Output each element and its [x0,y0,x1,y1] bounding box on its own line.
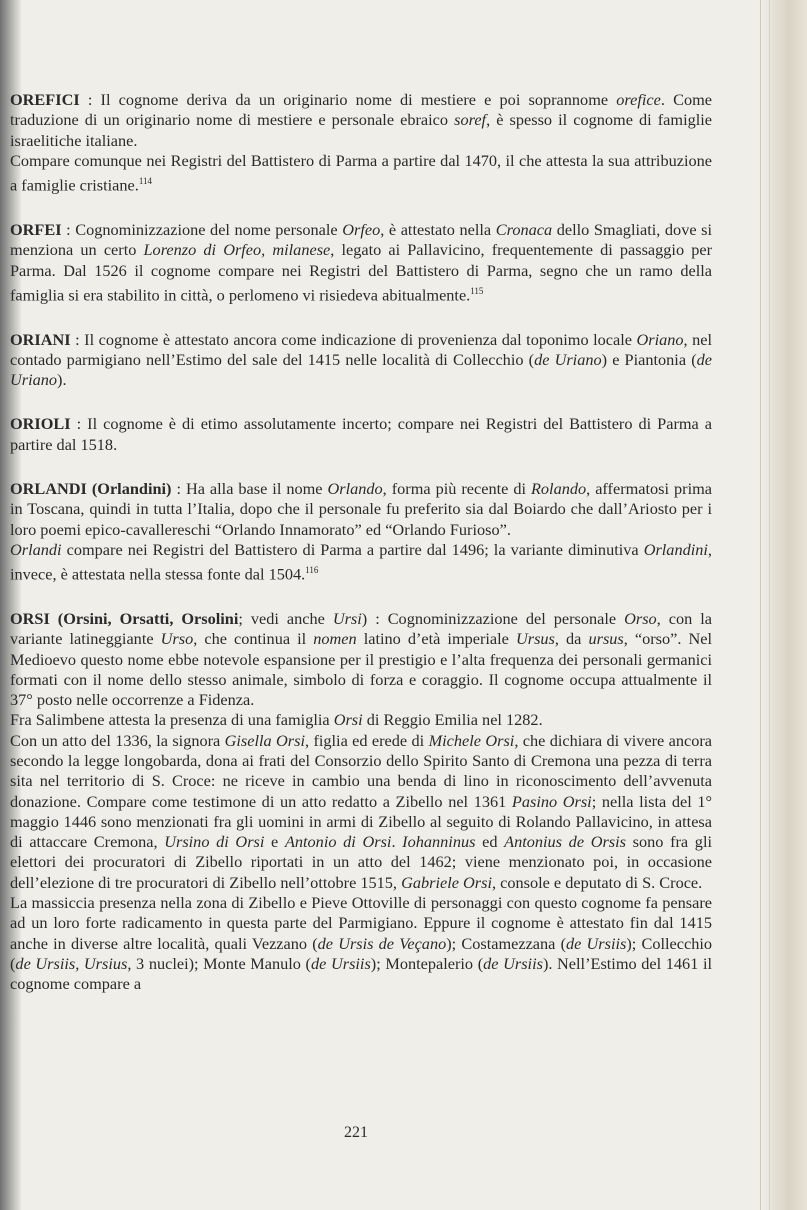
paragraph [10,731,712,893]
paragraph [10,330,712,391]
text-run: : Il cognome è attestato ancora come indicazione di provenienza dal toponimo locale [70,329,637,349]
footnote-ref: 116 [305,565,319,576]
text-run: , figlia ed erede di [305,730,429,750]
text-run: , forma più recente di [382,479,531,498]
italic-term: Gabriele Orsi [401,872,492,892]
italic-term: Ursus [515,629,555,649]
italic-term: de Ursiis [566,933,627,953]
italic-term: Iohanninus [402,832,476,852]
italic-term: nomen [313,629,357,649]
italic-term: Antonio di Orsi [284,832,392,852]
italic-term: Ursi [332,608,362,628]
italic-term: de Ursis de Veçano [317,933,447,953]
text-run: , invece, è attestata nella stessa fonte dal 1504. [10,539,712,584]
entry-orfei [10,220,712,306]
text-run: . [391,832,403,852]
italic-term: de Ursiis, Ursius [15,953,128,973]
italic-term: Michele Orsi [428,730,515,750]
italic-term: Orlando [327,479,383,498]
text-run: , che dichiara di vivere ancora secondo la legge longobarda, dona ai frati del Consorzio dello Spirito Santo di Cremona una pezza di terra sita nel territorio di S. Croce: ne riceve in cambio una benda di lino in riconoscimento dell’avvenuta donazione. Compare come testimone di un atto redatto a Zibello nel 1361 [10,730,713,811]
text-run: , nel contado parmigiano nell’Estimo del sale del 1415 nelle località di Collecchio ( [10,329,713,369]
entry-orioli [10,414,712,455]
text-run: e [264,832,285,852]
text-run: , è attestato nella [380,219,496,239]
italic-term: soref [454,110,487,130]
page-edge [760,0,807,1210]
paragraph [10,220,712,306]
text-run: . Come traduzione di un originario nome di mestiere e personale ebraico [10,90,713,130]
entry-orlandi [10,479,712,585]
entry-orefici [10,90,712,196]
text-run: : Cognominizzazione del nome personale [61,219,343,239]
text-run: , da [554,629,589,649]
italic-term: Urso [160,629,194,649]
italic-term: Cronaca [495,219,553,239]
text-run: ). [57,370,67,390]
text-run: Compare comunque nei Registri del Battistero di Parma a partire dal 1470, il che attesta la sua attribuzione a famiglie cristiane. [10,150,712,195]
entry-headword: ORSI (Orsini, Orsatti, Orsolini [10,608,239,628]
dictionary-text [10,90,712,1019]
text-run: , è spesso il cognome di famiglie israelitiche italiane. [10,110,713,150]
italic-term: Lorenzo di Orfeo, milanese [143,240,331,260]
entry-headword: ORFEI [10,219,62,239]
text-run: , 3 nuclei); Monte Manulo ( [127,953,311,973]
entry-headword: OREFICI [10,90,80,109]
text-run: , con la variante latineggiante [10,608,712,649]
italic-term: Ursino di Orsi [164,832,265,852]
italic-term: de Uriano [10,349,712,390]
text-run: ) e Piantonia ( [601,349,697,369]
text-run: compare nei Registri del Battistero di Parma a partire dal 1496; la variante diminutiva [61,539,644,559]
italic-term: Orso [624,608,657,628]
text-run: ; vedi anche [238,608,333,628]
text-run: ) : Cognominizzazione del personale [361,608,625,628]
text-run: Fra Salimbene attesta la presenza di una famiglia [10,710,334,730]
text-run: ; nella lista del 1° maggio 1446 sono menzionati fra gli uomini in armi di Zibello al seguito di Rolando Pallavicino, in attesa di attaccare Cremona, [10,791,712,852]
paragraph [10,609,712,710]
text-run: , “orso”. Nel Medioevo questo nome ebbe notevole espansione per il prestigio e l’alta frequenza dei personali germanici formati con il nome dello stesso animale, simbolo di forza e coraggio. Il cognome occupa attualmente il 37° posto nelle occorrenze a Fidenza. [10,629,713,710]
entry-orsi [10,609,712,995]
text-run: ); Collecchio ( [10,933,713,973]
entry-headword: ORLANDI (Orlandini) [10,479,172,498]
italic-term: ursus [588,629,624,649]
italic-term: Orfeo [342,219,381,239]
paragraph [10,151,712,196]
text-run: ed [475,832,505,852]
italic-term: Pasino Orsi [511,791,592,811]
text-run: sono fra gli elettori dei procuratori di Zibello riportati in un atto del 1462; viene menzionato poi, in occasione dell’elezione di tre procuratori di Zibello nell’ottobre 1515, [10,832,712,892]
paragraph [10,710,712,730]
text-run: La massiccia presenza nella zona di Zibello e Pieve Ottoville di personaggi con questo cognome fa pensare ad un loro forte radicamento in questa parte del Parmigiano. Eppure il cognome è attestato fin dal 1415 anche in diverse altre località, quali Vezzano ( [10,893,712,953]
entry-headword: ORIANI [10,329,71,349]
page-number: 221 [344,1124,368,1141]
text-run: , che continua il [193,629,314,649]
italic-term: de Ursiis [310,953,371,973]
text-run: latino d’età imperiale [356,629,516,649]
italic-term: de Uriano [534,349,602,369]
italic-term: orefice [616,90,661,109]
italic-term: Orsi [333,710,363,730]
text-run: ). Nell’Estimo del 1461 il cognome compare a [10,953,713,994]
italic-term: Orlandi [10,539,62,559]
italic-term: Rolando [530,479,587,498]
italic-term: Oriano [636,329,684,349]
italic-term: Orlandini [643,539,708,559]
text-run: Con un atto del 1336, la signora [10,730,225,750]
italic-term: Antonius de Orsis [504,832,626,852]
footnote-ref: 115 [470,285,484,296]
text-run: dello Smagliati, dove si menziona un certo [10,219,713,260]
text-run: ); Montepalerio ( [370,953,484,973]
text-run: : Il cognome è di etimo assolutamente incerto; compare nei Registri del Battistero di Parma a partire dal 1518. [10,414,712,454]
paragraph [10,414,712,455]
text-run: , legato ai Pallavicino, frequentemente di passaggio per Parma. Dal 1526 il cognome compare nei Registri del Battistero di Parma, segno che un ramo della famiglia si era stabilito in città, o perlomeno vi risiedeva abitualmente. [10,240,713,305]
footnote-ref: 114 [138,176,153,187]
text-run: , console e deputato di S. Croce. [491,872,703,892]
text-run: : Ha alla base il nome [171,479,328,498]
text-run: di Reggio Emilia nel 1282. [362,710,543,730]
text-run: , affermatosi prima in Toscana, quindi in tutta l’Italia, dopo che il personale fu preferito sia dal Boiardo che dall’Ariosto per i loro poemi epico-cavallereschi “Orlando Innamorato” ed “Orlando Furioso”. [10,479,712,539]
entry-oriani [10,330,712,391]
paragraph [10,90,712,151]
text-run: ); Costamezzana ( [446,933,566,953]
paragraph [10,893,712,994]
entry-headword: ORIOLI [10,414,71,434]
italic-term: de Ursiis [483,953,543,973]
paragraph [10,540,712,585]
italic-term: Gisella Orsi [224,730,305,750]
text-run: : Il cognome deriva da un originario nome di mestiere e poi soprannome [79,90,617,109]
paragraph [10,479,712,540]
